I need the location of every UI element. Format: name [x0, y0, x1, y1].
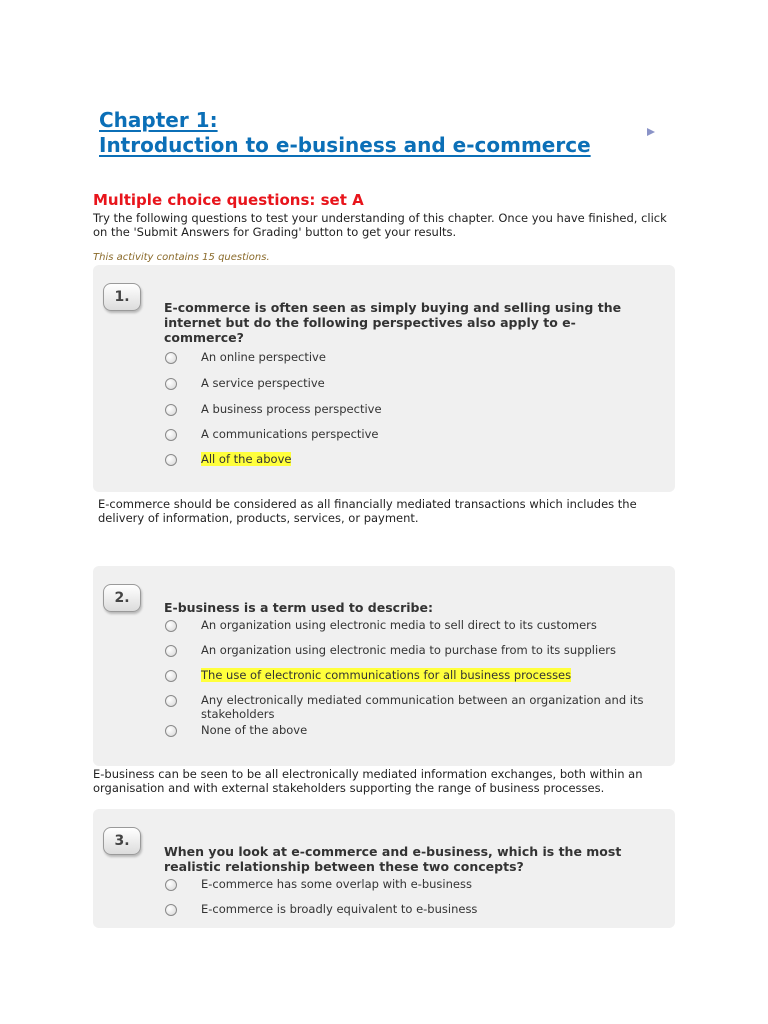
option-label[interactable]: An organization using electronic media to purchase from to its suppliers — [201, 643, 616, 657]
question-1-explanation: E-commerce should be considered as all financially mediated transactions which includes the delivery of information, products, services, or payment. — [98, 497, 637, 525]
question-1-card — [93, 265, 675, 492]
question-number-badge: 2. — [103, 584, 141, 612]
question-number-badge: 1. — [103, 283, 141, 311]
radio-button[interactable] — [165, 725, 177, 737]
option-label[interactable]: E-commerce is broadly equivalent to e-business — [201, 902, 478, 916]
question-number-badge: 3. — [103, 827, 141, 855]
option-label[interactable]: Any electronically mediated communication between an organization and its stakeholders — [201, 693, 644, 721]
radio-button[interactable] — [165, 378, 177, 390]
highlighted-option-label[interactable]: All of the above — [201, 452, 292, 466]
intro-text: Try the following questions to test your understanding of this chapter. Once you have finished, click on the 'Submit Answers for Grading' button to get your results. — [93, 211, 667, 239]
question-text: When you look at e-commerce and e-business, which is the most realistic relationship between these two concepts? — [164, 844, 622, 874]
option-label[interactable]: An online perspective — [201, 350, 326, 364]
radio-button[interactable] — [165, 645, 177, 657]
activity-note: This activity contains 15 questions. — [93, 252, 270, 263]
option-label[interactable]: None of the above — [201, 723, 308, 737]
option-label[interactable]: A communications perspective — [201, 427, 379, 441]
triangle-right-icon[interactable] — [647, 128, 655, 136]
radio-button[interactable] — [165, 695, 177, 707]
question-2-card — [93, 566, 675, 766]
radio-button[interactable] — [165, 429, 177, 441]
question-text: E-commerce is often seen as simply buying and selling using the internet but do the following perspectives also apply to e-commerce? — [164, 300, 622, 345]
option-label[interactable]: An organization using electronic media to sell direct to its customers — [201, 618, 597, 632]
radio-button[interactable] — [165, 352, 177, 364]
radio-button[interactable] — [165, 404, 177, 416]
set-title: Multiple choice questions: set A — [93, 191, 364, 209]
option-label[interactable]: A service perspective — [201, 376, 325, 390]
option-label-wrap[interactable] — [201, 452, 661, 466]
question-text: E-business is a term used to describe: — [164, 600, 433, 615]
question-2-explanation: E-business can be seen to be all electronically mediated information exchanges, both within an organisation and with external stakeholders supporting the range of business processes. — [93, 767, 643, 795]
option-label-wrap[interactable] — [201, 668, 661, 682]
radio-button[interactable] — [165, 620, 177, 632]
chapter-title-line2[interactable]: Introduction to e-business and e-commerce — [99, 133, 591, 157]
radio-button[interactable] — [165, 454, 177, 466]
question-3-card — [93, 809, 675, 928]
option-label[interactable]: E-commerce has some overlap with e-business — [201, 877, 472, 891]
radio-button[interactable] — [165, 904, 177, 916]
option-label[interactable]: A business process perspective — [201, 402, 382, 416]
chapter-title-line1[interactable]: Chapter 1: — [99, 108, 218, 132]
radio-button[interactable] — [165, 670, 177, 682]
highlighted-option-label[interactable]: The use of electronic communications for all business processes — [201, 668, 572, 682]
chapter-title[interactable] — [99, 108, 591, 158]
radio-button[interactable] — [165, 879, 177, 891]
